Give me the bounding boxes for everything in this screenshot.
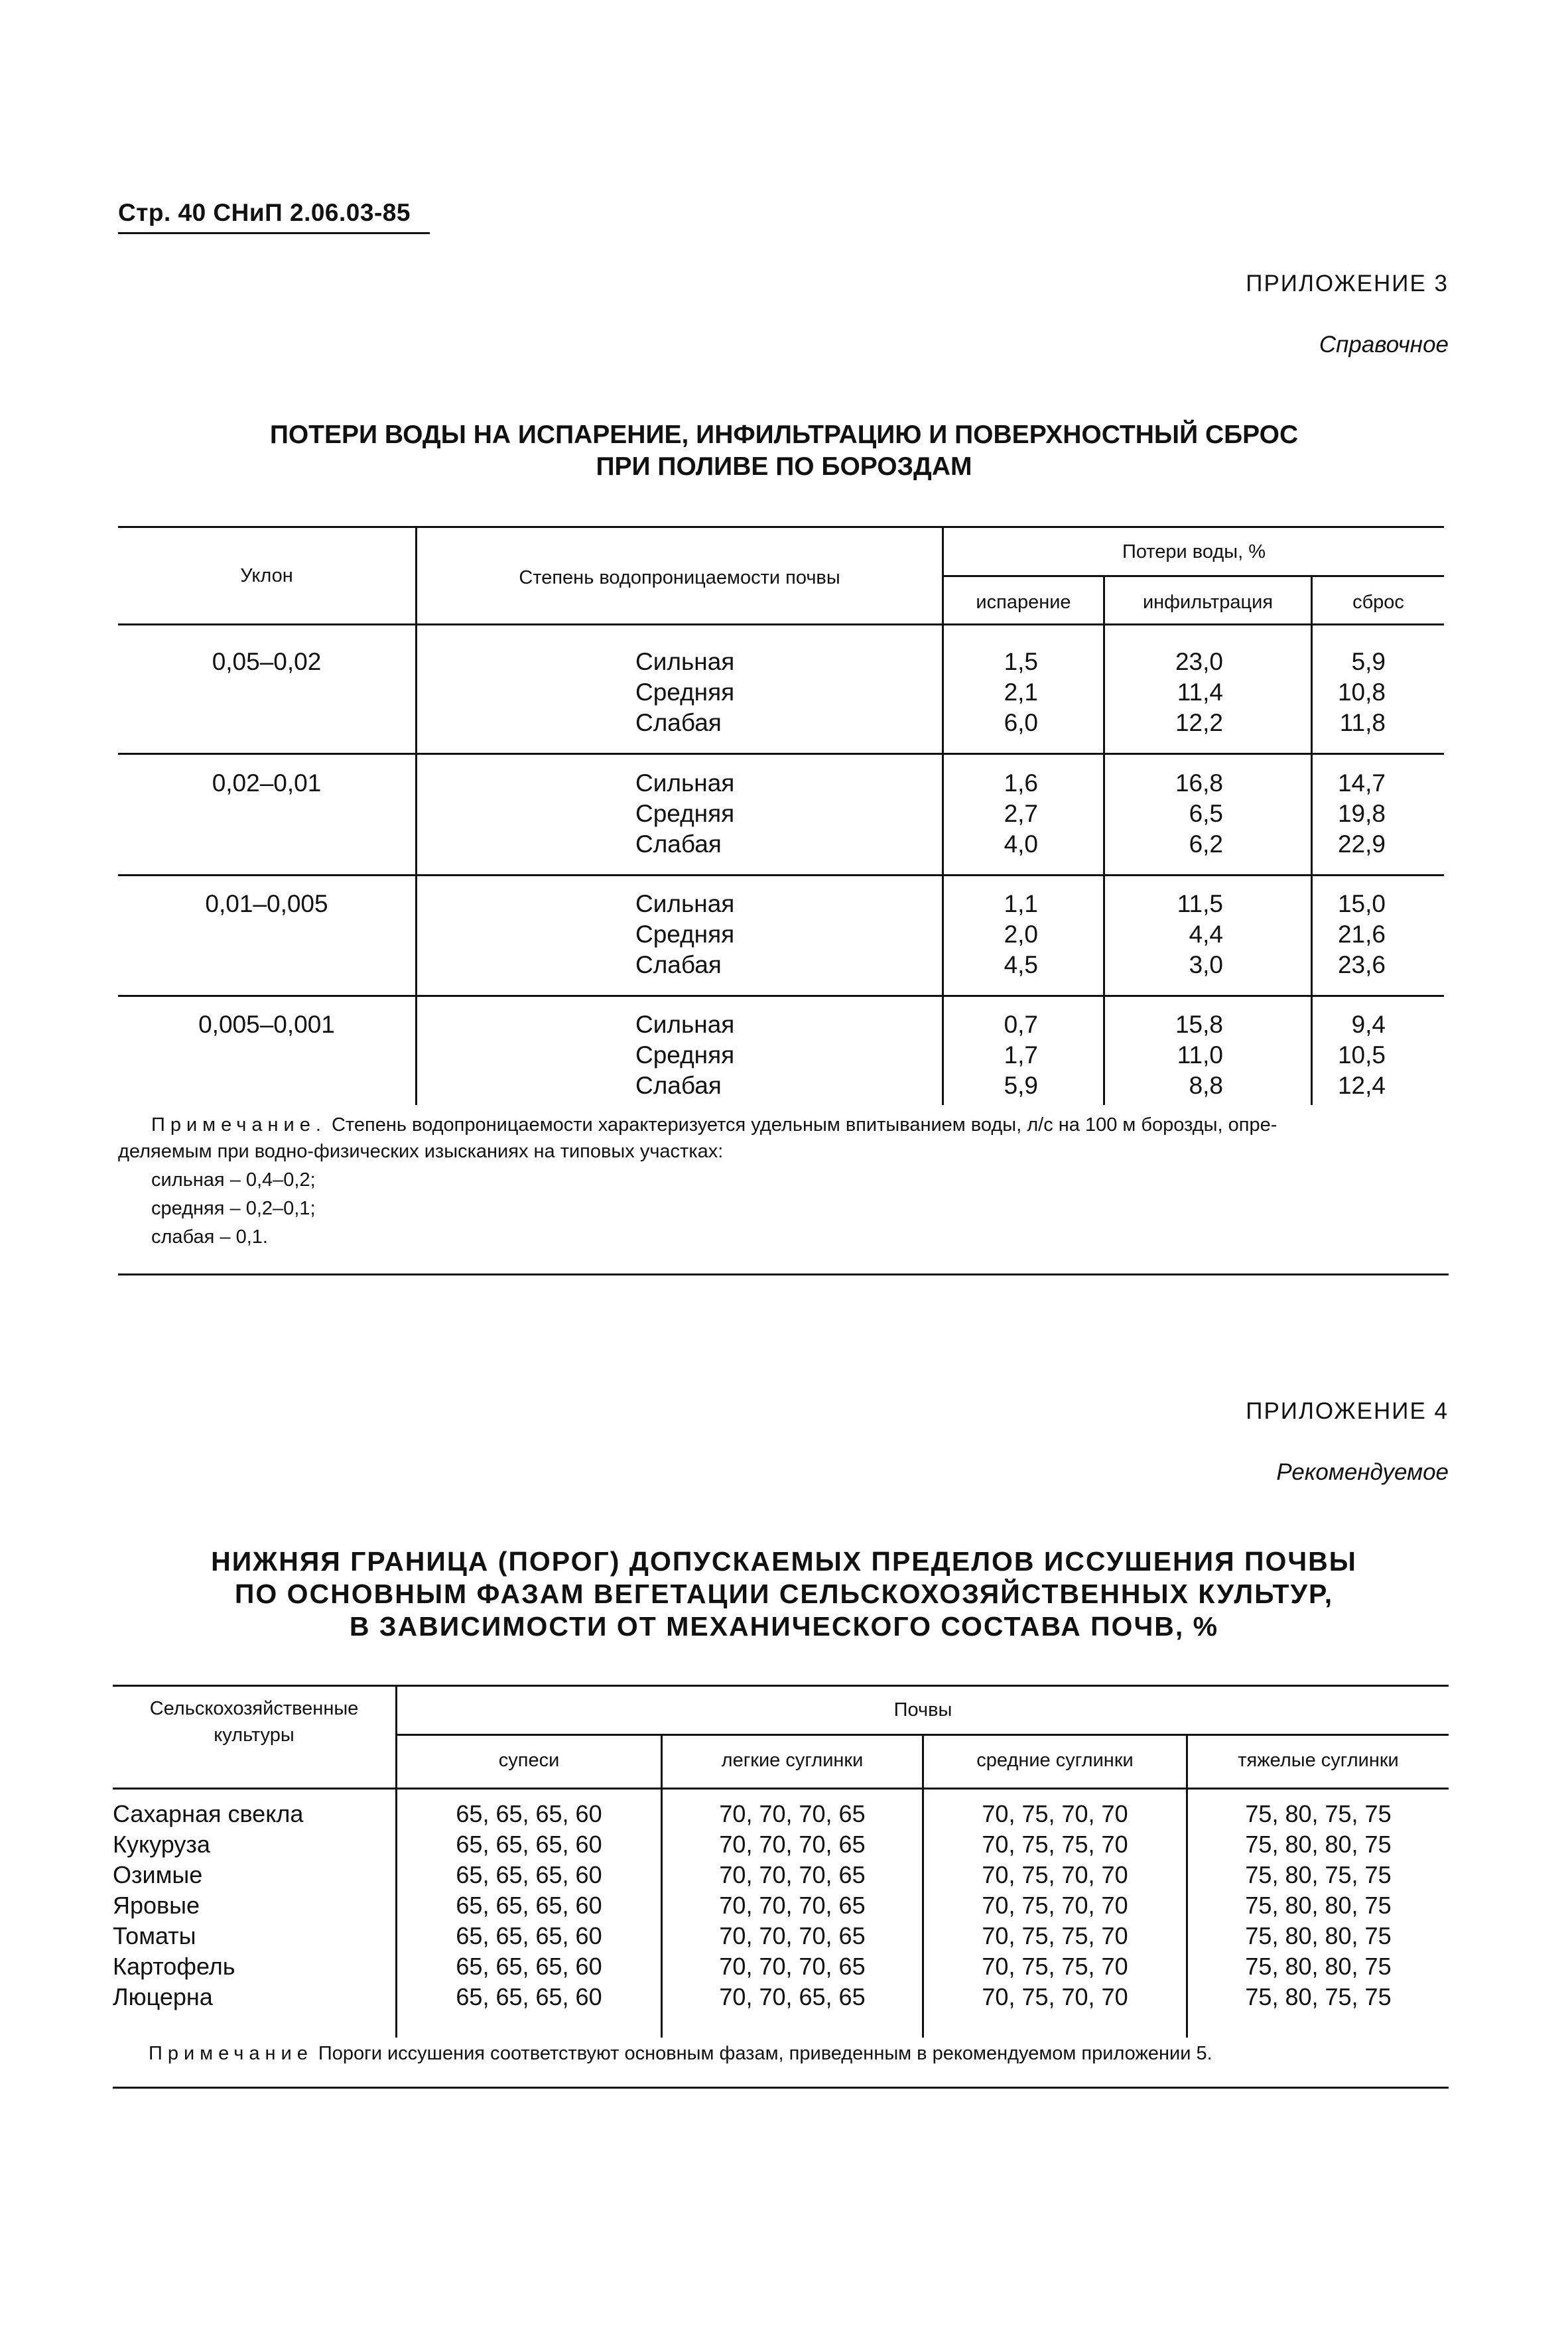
evaporation-cell: 1,6 bbox=[1004, 769, 1038, 797]
header-light-loam: легкие суглинки bbox=[721, 1750, 864, 1771]
appendix3-title-line2: ПРИ ПОЛИВЕ ПО БОРОЗДАМ bbox=[596, 452, 972, 481]
light-loam-cell: 70, 70, 70, 65 bbox=[719, 1892, 866, 1919]
header-medium-loam: средние суглинки bbox=[976, 1750, 1134, 1771]
infiltration-cell: 15,8 bbox=[1175, 1011, 1223, 1038]
sandy-cell: 65, 65, 65, 60 bbox=[456, 1983, 602, 2010]
crop-cell: Томаты bbox=[113, 1922, 196, 1949]
medium-loam-cell: 70, 75, 75, 70 bbox=[982, 1922, 1128, 1949]
crop-cell: Люцерна bbox=[113, 1983, 213, 2010]
sandy-cell: 65, 65, 65, 60 bbox=[456, 1800, 602, 1827]
header-bottom-rule bbox=[118, 623, 1444, 625]
runoff-cell: 22,9 bbox=[1337, 830, 1386, 858]
appendix3-title-line1: ПОТЕРИ ВОДЫ НА ИСПАРЕНИЕ, ИНФИЛЬТРАЦИЮ И ПОВЕРХНОСТНЫЙ СБРОС bbox=[269, 421, 1299, 449]
header-heavy-loam: тяжелые суглинки bbox=[1238, 1750, 1399, 1771]
slope-cell: 0,01–0,005 bbox=[205, 890, 328, 917]
evaporation-cell: 1,1 bbox=[1004, 890, 1038, 917]
column-divider bbox=[415, 526, 417, 1105]
appendix4-label: ПРИЛОЖЕНИЕ 4 bbox=[1246, 1398, 1449, 1424]
sandy-cell: 65, 65, 65, 60 bbox=[456, 1861, 602, 1888]
infiltration-cell: 16,8 bbox=[1175, 769, 1223, 797]
header-permeability: Степень водопроницаемости почвы bbox=[519, 567, 840, 588]
heavy-loam-cell: 75, 80, 75, 75 bbox=[1245, 1983, 1392, 2010]
heavy-loam-cell: 75, 80, 75, 75 bbox=[1245, 1861, 1392, 1888]
runoff-cell: 12,4 bbox=[1337, 1072, 1386, 1099]
section-divider bbox=[118, 1273, 1449, 1275]
header-runoff: сброс bbox=[1352, 592, 1404, 613]
crop-cell: Сахарная свекла bbox=[113, 1800, 304, 1827]
appendix4-title-line2: ПО ОСНОВНЫМ ФАЗАМ ВЕГЕТАЦИИ СЕЛЬСКОХОЗЯЙСТВЕННЫХ КУЛЬТУР, bbox=[234, 1579, 1334, 1609]
permeability-cell: Сильная bbox=[635, 890, 735, 917]
runoff-cell: 21,6 bbox=[1337, 921, 1386, 948]
permeability-cell: Слабая bbox=[635, 1072, 722, 1099]
infiltration-cell: 6,2 bbox=[1189, 830, 1223, 858]
permeability-cell: Сильная bbox=[635, 1011, 735, 1038]
header-slope: Уклон bbox=[240, 565, 293, 586]
permeability-cell: Средняя bbox=[635, 1041, 735, 1069]
permeability-cell: Сильная bbox=[635, 769, 735, 797]
runoff-cell: 23,6 bbox=[1337, 951, 1386, 978]
runoff-cell: 11,8 bbox=[1339, 709, 1386, 736]
heavy-loam-cell: 75, 80, 80, 75 bbox=[1245, 1892, 1392, 1919]
runoff-cell: 9,4 bbox=[1351, 1011, 1386, 1038]
medium-loam-cell: 70, 75, 75, 70 bbox=[982, 1953, 1128, 1980]
note-label: Примечание. bbox=[151, 1114, 326, 1136]
evaporation-cell: 4,5 bbox=[1004, 951, 1038, 978]
light-loam-cell: 70, 70, 70, 65 bbox=[719, 1953, 866, 1980]
header-rule bbox=[118, 232, 430, 234]
appendix4-title-line1: НИЖНЯЯ ГРАНИЦА (ПОРОГ) ДОПУСКАЕМЫХ ПРЕДЕЛОВ ИССУШЕНИЯ ПОЧВЫ bbox=[211, 1546, 1357, 1577]
note-item: средняя – 0,2–0,1; bbox=[151, 1198, 316, 1219]
runoff-cell: 5,9 bbox=[1351, 648, 1386, 675]
group-divider bbox=[118, 874, 1444, 876]
header-crops-line1: Сельскохозяйственные bbox=[149, 1698, 359, 1719]
evaporation-cell: 2,1 bbox=[1004, 679, 1038, 706]
evaporation-cell: 2,0 bbox=[1004, 921, 1038, 948]
sandy-cell: 65, 65, 65, 60 bbox=[456, 1831, 602, 1858]
group-divider bbox=[118, 995, 1444, 997]
header-bottom-rule bbox=[113, 1788, 1449, 1790]
crop-cell: Озимые bbox=[113, 1861, 203, 1888]
light-loam-cell: 70, 70, 70, 65 bbox=[719, 1800, 866, 1827]
header-evaporation: испарение bbox=[976, 592, 1071, 613]
crop-cell: Яровые bbox=[113, 1892, 200, 1919]
losses-subheader-rule bbox=[942, 575, 1444, 577]
medium-loam-cell: 70, 75, 75, 70 bbox=[982, 1831, 1128, 1858]
note-item: слабая – 0,1. bbox=[151, 1226, 268, 1248]
permeability-cell: Средняя bbox=[635, 800, 735, 827]
evaporation-cell: 4,0 bbox=[1004, 830, 1038, 858]
header-losses: Потери воды, % bbox=[1122, 541, 1266, 562]
infiltration-cell: 6,5 bbox=[1189, 800, 1223, 827]
header-soils: Почвы bbox=[893, 1699, 952, 1721]
infiltration-cell: 23,0 bbox=[1175, 648, 1223, 675]
runoff-cell: 10,5 bbox=[1337, 1041, 1386, 1069]
slope-cell: 0,005–0,001 bbox=[198, 1011, 335, 1038]
slope-cell: 0,05–0,02 bbox=[212, 648, 322, 675]
appendix3-type: Справочное bbox=[1319, 332, 1449, 358]
infiltration-cell: 8,8 bbox=[1189, 1072, 1223, 1099]
permeability-cell: Слабая bbox=[635, 830, 722, 858]
infiltration-cell: 12,2 bbox=[1175, 709, 1223, 736]
infiltration-cell: 3,0 bbox=[1189, 951, 1223, 978]
evaporation-cell: 1,5 bbox=[1004, 648, 1038, 675]
appendix3-note-line2: деляемым при водно-физических изысканиях на типовых участках: bbox=[118, 1141, 724, 1162]
evaporation-cell: 5,9 bbox=[1004, 1072, 1038, 1099]
permeability-cell: Слабая bbox=[635, 951, 722, 978]
table-top-rule bbox=[118, 526, 1444, 528]
note-label: Примечание bbox=[149, 2043, 313, 2064]
medium-loam-cell: 70, 75, 70, 70 bbox=[982, 1800, 1128, 1827]
medium-loam-cell: 70, 75, 70, 70 bbox=[982, 1861, 1128, 1888]
infiltration-cell: 11,0 bbox=[1177, 1041, 1223, 1069]
sandy-cell: 65, 65, 65, 60 bbox=[456, 1922, 602, 1949]
heavy-loam-cell: 75, 80, 80, 75 bbox=[1245, 1922, 1392, 1949]
heavy-loam-cell: 75, 80, 80, 75 bbox=[1245, 1953, 1392, 1980]
sandy-cell: 65, 65, 65, 60 bbox=[456, 1953, 602, 1980]
appendix3-label: ПРИЛОЖЕНИЕ 3 bbox=[1246, 271, 1449, 296]
light-loam-cell: 70, 70, 70, 65 bbox=[719, 1831, 866, 1858]
table-top-rule bbox=[113, 1685, 1449, 1687]
light-loam-cell: 70, 70, 65, 65 bbox=[719, 1983, 866, 2010]
light-loam-cell: 70, 70, 70, 65 bbox=[719, 1922, 866, 1949]
slope-cell: 0,02–0,01 bbox=[212, 769, 322, 797]
medium-loam-cell: 70, 75, 70, 70 bbox=[982, 1983, 1128, 2010]
crop-cell: Кукуруза bbox=[113, 1831, 210, 1858]
runoff-cell: 10,8 bbox=[1337, 679, 1386, 706]
medium-loam-cell: 70, 75, 70, 70 bbox=[982, 1892, 1128, 1919]
runoff-cell: 19,8 bbox=[1337, 800, 1386, 827]
header-infiltration: инфильтрация bbox=[1142, 592, 1274, 613]
appendix3-note-line1 bbox=[151, 1112, 1451, 1138]
light-loam-cell: 70, 70, 70, 65 bbox=[719, 1861, 866, 1888]
appendix4-title-line3: В ЗАВИСИМОСТИ ОТ МЕХАНИЧЕСКОГО СОСТАВА ПОЧВ, % bbox=[349, 1611, 1219, 1642]
note-text: Степень водопроницаемости характеризуется удельным впитыванием воды, л/с на 100 м борозды, опре- bbox=[331, 1114, 1277, 1136]
note-item: сильная – 0,4–0,2; bbox=[151, 1169, 316, 1191]
heavy-loam-cell: 75, 80, 80, 75 bbox=[1245, 1831, 1392, 1858]
appendix4-note bbox=[149, 2040, 1449, 2067]
evaporation-cell: 0,7 bbox=[1004, 1011, 1038, 1038]
runoff-cell: 15,0 bbox=[1337, 890, 1386, 917]
permeability-cell: Сильная bbox=[635, 648, 735, 675]
infiltration-cell: 11,5 bbox=[1177, 890, 1223, 917]
permeability-cell: Средняя bbox=[635, 921, 735, 948]
note-text: Пороги иссушения соответствуют основным фазам, приведенным в рекомендуемом приложении 5. bbox=[318, 2043, 1212, 2064]
evaporation-cell: 1,7 bbox=[1004, 1041, 1038, 1069]
infiltration-cell: 11,4 bbox=[1177, 679, 1223, 706]
group-divider bbox=[118, 753, 1444, 755]
runoff-cell: 14,7 bbox=[1337, 769, 1386, 797]
crop-cell: Картофель bbox=[113, 1953, 235, 1980]
sandy-cell: 65, 65, 65, 60 bbox=[456, 1892, 602, 1919]
heavy-loam-cell: 75, 80, 75, 75 bbox=[1245, 1800, 1392, 1827]
evaporation-cell: 2,7 bbox=[1004, 800, 1038, 827]
section-divider bbox=[113, 2087, 1449, 2089]
header-sandy: супеси bbox=[498, 1750, 560, 1771]
appendix4-type: Рекомендуемое bbox=[1276, 1459, 1449, 1485]
evaporation-cell: 6,0 bbox=[1004, 709, 1038, 736]
header-crops-line2: культуры bbox=[214, 1725, 294, 1746]
permeability-cell: Средняя bbox=[635, 679, 735, 706]
infiltration-cell: 4,4 bbox=[1189, 921, 1223, 948]
page-header: Стр. 40 СНиП 2.06.03-85 bbox=[118, 199, 411, 226]
permeability-cell: Слабая bbox=[635, 709, 722, 736]
